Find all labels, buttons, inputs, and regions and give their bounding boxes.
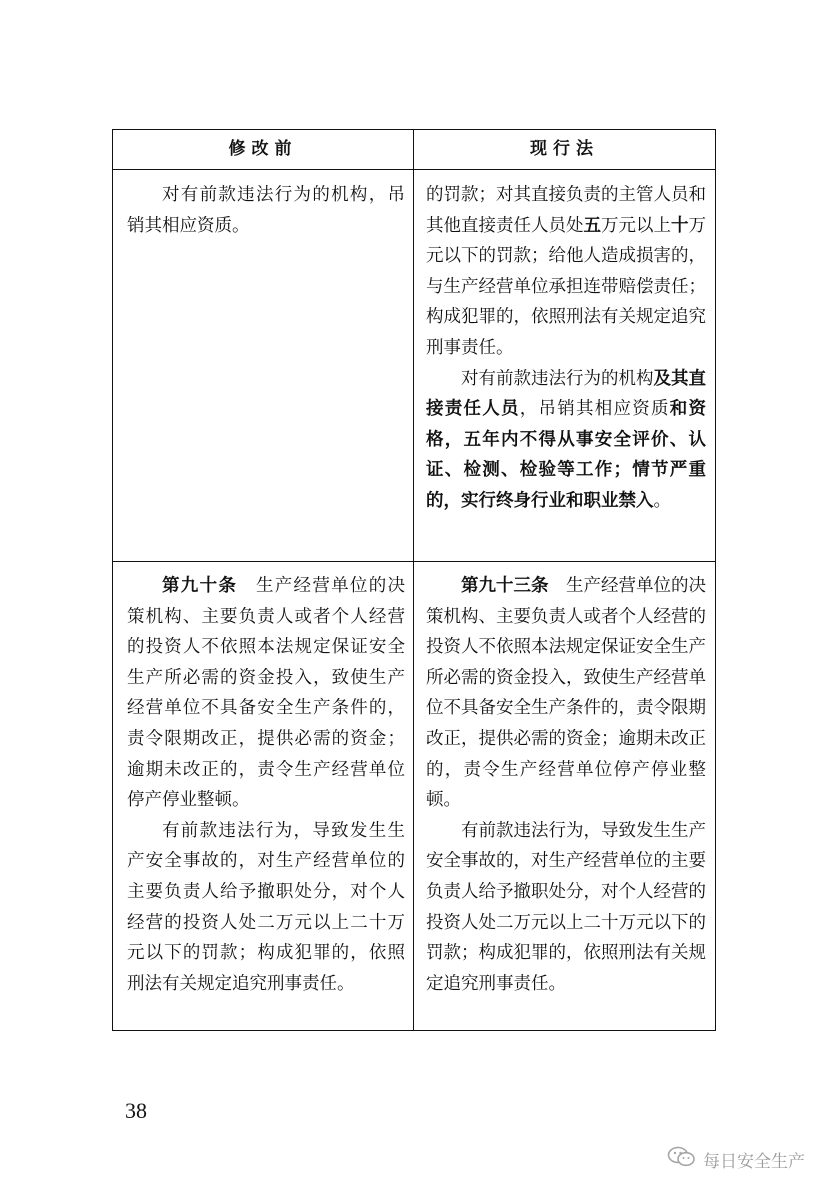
watermark-text: 每日安全生产 — [703, 1151, 805, 1172]
watermark — [667, 1145, 805, 1173]
row1-right-text: 对有前款违法行为的机构 — [461, 368, 654, 389]
row2-right-paragraph-1 — [426, 571, 706, 816]
row1-right-text: 万元以上 — [601, 215, 671, 236]
article-text: 生产经营单位的决策机构、主要负责人或者个人经营的投资人不依照本法规定保证安全生产所必需的资金投入，致使生产经营单位不具备安全生产条件的，责令限期改正，提供必需的资金；逾期未改正的，责令生产经营单位停产停业整顿。 — [127, 576, 406, 811]
article-number: 第九十条 — [162, 576, 238, 596]
page-number: 38 — [125, 1098, 147, 1123]
row1-right-text: 的罚款；对其直接负责的主管人员和其他直接责任人员处 — [426, 185, 706, 236]
row1-right-text: ，吊销其相应资质 — [519, 399, 670, 420]
article-number: 第九十三条 — [461, 576, 549, 596]
comparison-table — [112, 129, 716, 1031]
row1-right-text: 。 — [653, 490, 671, 511]
row1-right-cell — [426, 180, 706, 517]
column-divider — [413, 130, 414, 1030]
row1-left-cell — [127, 180, 405, 241]
row1-right-bold-insertion: 及其直接责任人员 — [426, 368, 706, 420]
row2-right-paragraph-2: 有前款违法行为，导致发生生产安全事故的，对生产经营单位的主要负责人给予撤职处分，对个人经营的投资人处二万元以上二十万元以下的罚款；构成犯罪的，依照刑法有关规定追究刑事责任。 — [426, 820, 706, 994]
row1-right-bold-insertion: 和资格，五年内不得从事安全评价、认证、检测、检验等工作；情节严重的，实行终身行业和职业禁入 — [426, 399, 706, 511]
header-before-amendment: 修改前 — [228, 139, 298, 159]
row1-right-paragraph-2 — [426, 364, 706, 517]
row2-left-paragraph-2: 有前款违法行为，导致发生生产安全事故的，对生产经营单位的主要负责人给予撤职处分，对个人经营的投资人处二万元以上二十万元以下的罚款；构成犯罪的，依照刑法有关规定追究刑事责任。 — [127, 820, 405, 994]
row-divider — [113, 561, 715, 562]
row2-left-cell — [127, 571, 405, 999]
wechat-icon — [667, 1145, 697, 1173]
header-divider — [113, 169, 715, 170]
row2-right-cell — [426, 571, 706, 999]
row2-left-paragraph-1 — [127, 571, 405, 816]
row1-right-paragraph-1 — [426, 180, 706, 364]
row1-left-paragraph: 对有前款违法行为的机构，吊销其相应资质。 — [127, 185, 405, 236]
row1-right-text: 万元以下的罚款；给他人造成损害的，与生产经营单位承担连带赔偿责任；构成犯罪的，依照刑法有关规定追究刑事责任。 — [426, 215, 706, 358]
article-text: 生产经营单位的决策机构、主要负责人或者个人经营的投资人不依照本法规定保证安全生产所必需的资金投入，致使生产经营单位不具备安全生产条件的，责令限期改正，提供必需的资金；逾期未改正的，责令生产经营单位停产停业整顿。 — [426, 576, 706, 811]
header-current-law: 现行法 — [530, 139, 599, 159]
row1-right-bold-amount: 十 — [671, 215, 689, 236]
row1-right-bold-amount: 五 — [583, 215, 601, 236]
